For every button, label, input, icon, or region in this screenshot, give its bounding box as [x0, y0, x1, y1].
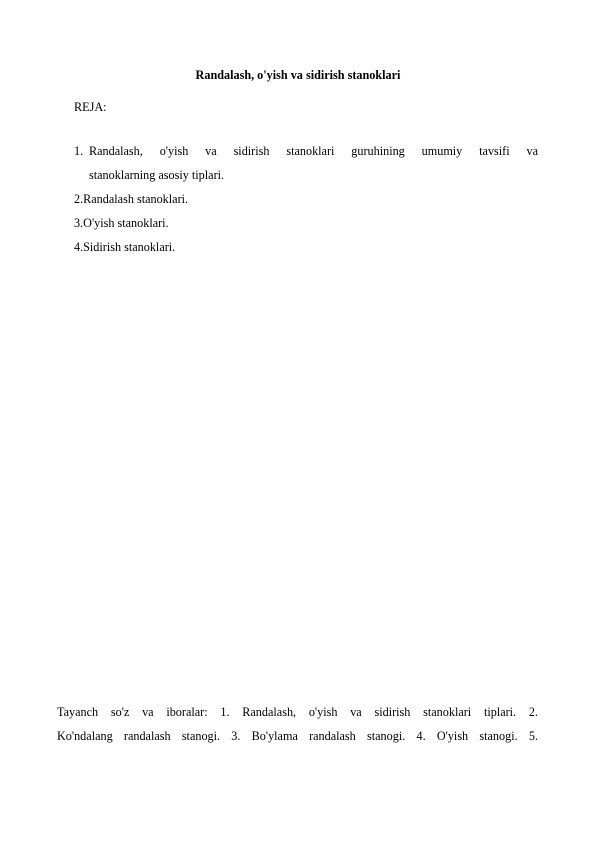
keywords-line: Tayanch so'z va iboralar: 1. Randalash, o'yish va sidirish stanoklari tiplari. 2. — [57, 705, 538, 719]
plan-item-text — [89, 143, 538, 183]
plan-item-number: 1. — [74, 144, 84, 158]
keywords-paragraph — [57, 700, 538, 748]
plan-heading: REJA: — [74, 100, 107, 114]
plan-item-3: 3.O'yish stanoklari. — [74, 216, 169, 230]
plan-list — [74, 143, 538, 263]
plan-item-line: Randalash, o'yish va sidirish stanoklari guruhining umumiy tavsifi va — [89, 144, 538, 158]
keywords-line: Ko'ndalang randalash stanogi. 3. Bo'ylama randalash stanogi. 4. O'yish stanogi. 5. — [57, 729, 538, 743]
document-title: Randalash, o'yish va sidirish stanoklari — [195, 68, 401, 82]
plan-item-line: stanoklarning asosiy tiplari. — [89, 168, 225, 182]
plan-item-4: 4.Sidirish stanoklari. — [74, 240, 176, 254]
plan-item-2: 2.Randalash stanoklari. — [74, 192, 189, 206]
plan-item-1 — [74, 143, 538, 183]
